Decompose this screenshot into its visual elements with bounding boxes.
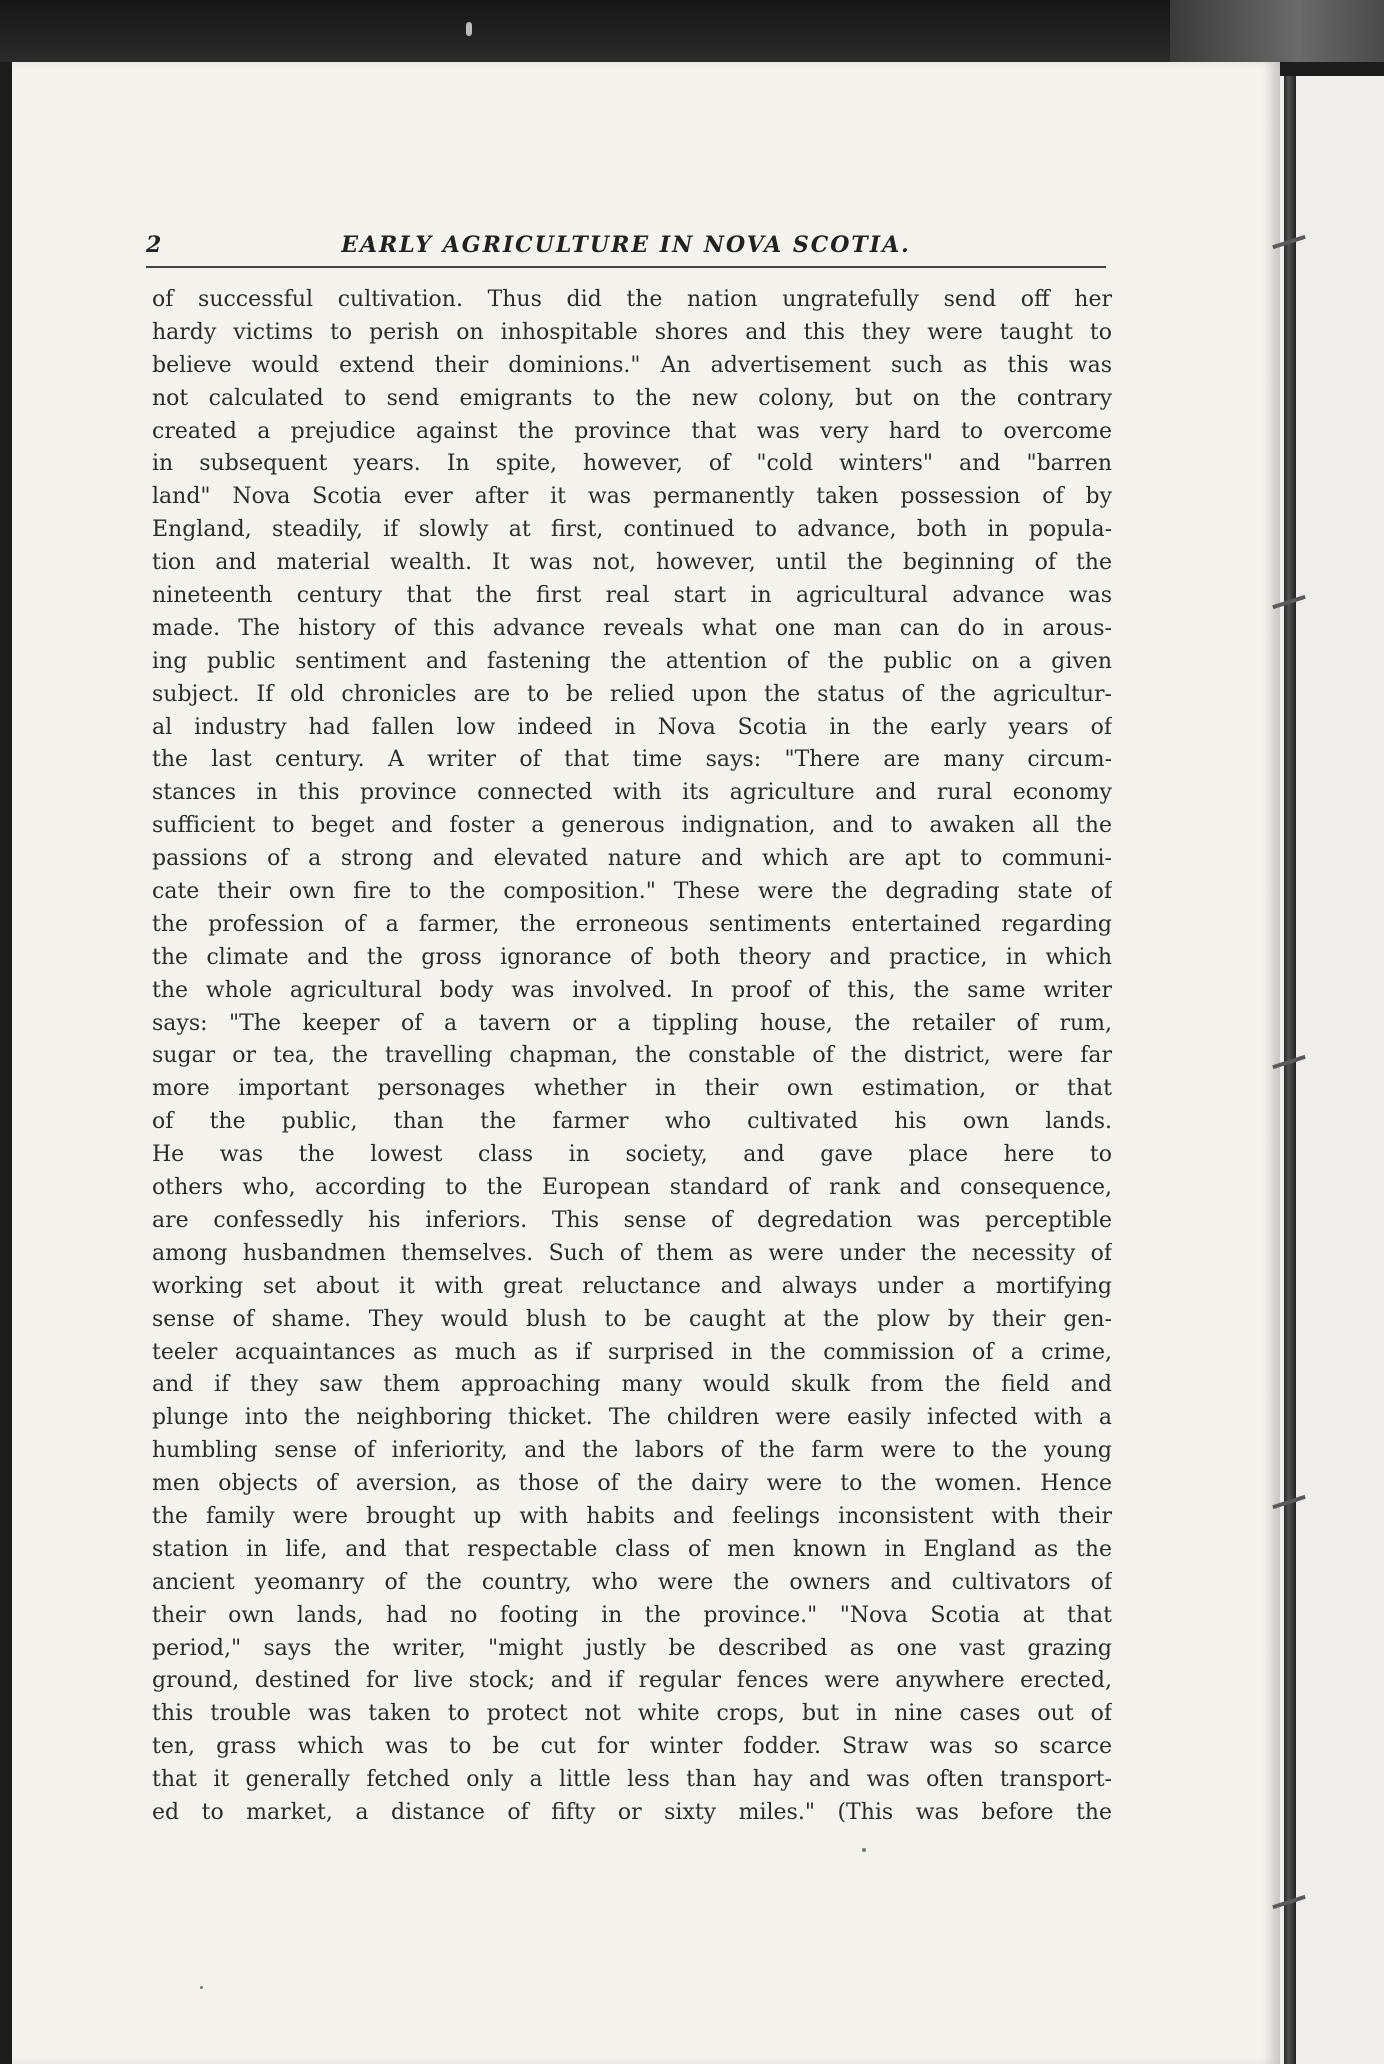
text-line: says: "The keeper of a tavern or a tippling house, the retailer of rum,: [152, 1010, 1112, 1036]
text-line: stances in this province connected with its agriculture and rural economy: [152, 780, 1112, 806]
text-line: the whole agricultural body was involved. In proof of this, the same writer: [152, 977, 1112, 1003]
text-line: the last century. A writer of that time says: "There are many circum-: [152, 747, 1112, 773]
text-line: sugar or tea, the travelling chapman, the constable of the district, were far: [152, 1043, 1112, 1069]
scan-background-edge: [1170, 0, 1384, 62]
text-line: the family were brought up with habits and feelings inconsistent with their: [152, 1503, 1112, 1529]
text-line: of successful cultivation. Thus did the nation ungratefully send off her: [152, 287, 1112, 312]
text-line: are confessedly his inferiors. This sense of degredation was perceptible: [152, 1207, 1112, 1233]
text-line: He was the lowest class in society, and gave place here to: [152, 1142, 1112, 1168]
text-line: made. The history of this advance reveals what one man can do in arous-: [152, 615, 1112, 641]
text-line: more important personages whether in their own estimation, or that: [152, 1076, 1112, 1102]
text-line: subject. If old chronicles are to be relied upon the status of the agricultur-: [152, 681, 1112, 707]
text-line: created a prejudice against the province that was very hard to overcome: [152, 418, 1112, 444]
text-line: in subsequent years. In spite, however, of "cold winters" and "barren: [152, 451, 1112, 477]
scan-speck: [466, 22, 472, 36]
text-line: their own lands, had no footing in the province." "Nova Scotia at that: [152, 1602, 1112, 1628]
text-line: ing public sentiment and fastening the attention of the public on a given: [152, 648, 1112, 674]
header-rule: [146, 266, 1106, 268]
text-line: station in life, and that respectable class of men known in England as the: [152, 1536, 1112, 1562]
text-line: period," says the writer, "might justly be described as one vast grazing: [152, 1635, 1112, 1661]
text-line: nineteenth century that the first real start in agricultural advance was: [152, 583, 1112, 609]
text-line: working set about it with great reluctance and always under a mortifying: [152, 1273, 1112, 1299]
text-line: hardy victims to perish on inhospitable shores and this they were taught to: [152, 319, 1112, 345]
text-line: passions of a strong and elevated nature and which are apt to communi-: [152, 846, 1112, 872]
page-number: 2: [146, 232, 162, 258]
text-line: humbling sense of inferiority, and the labors of the farm were to the young: [152, 1438, 1112, 1464]
text-line: not calculated to send emigrants to the new colony, but on the contrary: [152, 385, 1112, 411]
text-line: sufficient to beget and foster a generous indignation, and to awaken all the: [152, 813, 1112, 839]
text-line: among husbandmen themselves. Such of them as were under the necessity of: [152, 1240, 1112, 1266]
text-line: the profession of a farmer, the erroneous sentiments entertained regarding: [152, 911, 1112, 937]
text-line: cate their own fire to the composition." These were the degrading state of: [152, 879, 1112, 905]
scan-speck: [200, 1986, 203, 1989]
text-line: ten, grass which was to be cut for winter fodder. Straw was so scarce: [152, 1734, 1112, 1760]
text-line: al industry had fallen low indeed in Nova Scotia in the early years of: [152, 714, 1112, 740]
text-line: tion and material wealth. It was not, however, until the beginning of the: [152, 550, 1112, 576]
scan-speck: [862, 1848, 866, 1852]
text-line: ground, destined for live stock; and if regular fences were anywhere erected,: [152, 1668, 1112, 1694]
text-line: sense of shame. They would blush to be caught at the plow by their gen-: [152, 1306, 1112, 1332]
text-line: the climate and the gross ignorance of both theory and practice, in which: [152, 944, 1112, 970]
text-line: ancient yeomanry of the country, who were the owners and cultivators of: [152, 1569, 1112, 1595]
text-line: and if they saw them approaching many would skulk from the field and: [152, 1372, 1112, 1398]
text-line: believe would extend their dominions." An advertisement such as this was: [152, 352, 1112, 378]
text-line: of the public, than the farmer who cultivated his own lands.: [152, 1109, 1112, 1135]
text-line: ed to market, a distance of fifty or sixty miles." (This was before the: [152, 1799, 1112, 1825]
book-binding: [1284, 76, 1296, 2064]
text-line: that it generally fetched only a little less than hay and was often transport-: [152, 1767, 1112, 1793]
body-text: [152, 284, 1112, 1830]
text-line: teeler acquaintances as much as if surprised in the commission of a crime,: [152, 1339, 1112, 1365]
text-line: England, steadily, if slowly at first, continued to advance, both in popula-: [152, 517, 1112, 543]
text-line: this trouble was taken to protect not white crops, but in nine cases out of: [152, 1701, 1112, 1727]
running-title: EARLY AGRICULTURE IN NOVA SCOTIA.: [341, 232, 911, 258]
text-line: plunge into the neighboring thicket. The children were easily infected with a: [152, 1405, 1112, 1431]
text-line: others who, according to the European standard of rank and consequence,: [152, 1175, 1112, 1201]
text-line: land" Nova Scotia ever after it was permanently taken possession of by: [152, 484, 1112, 510]
text-line: men objects of aversion, as those of the dairy were to the women. Hence: [152, 1471, 1112, 1497]
page-header: [146, 230, 1106, 270]
